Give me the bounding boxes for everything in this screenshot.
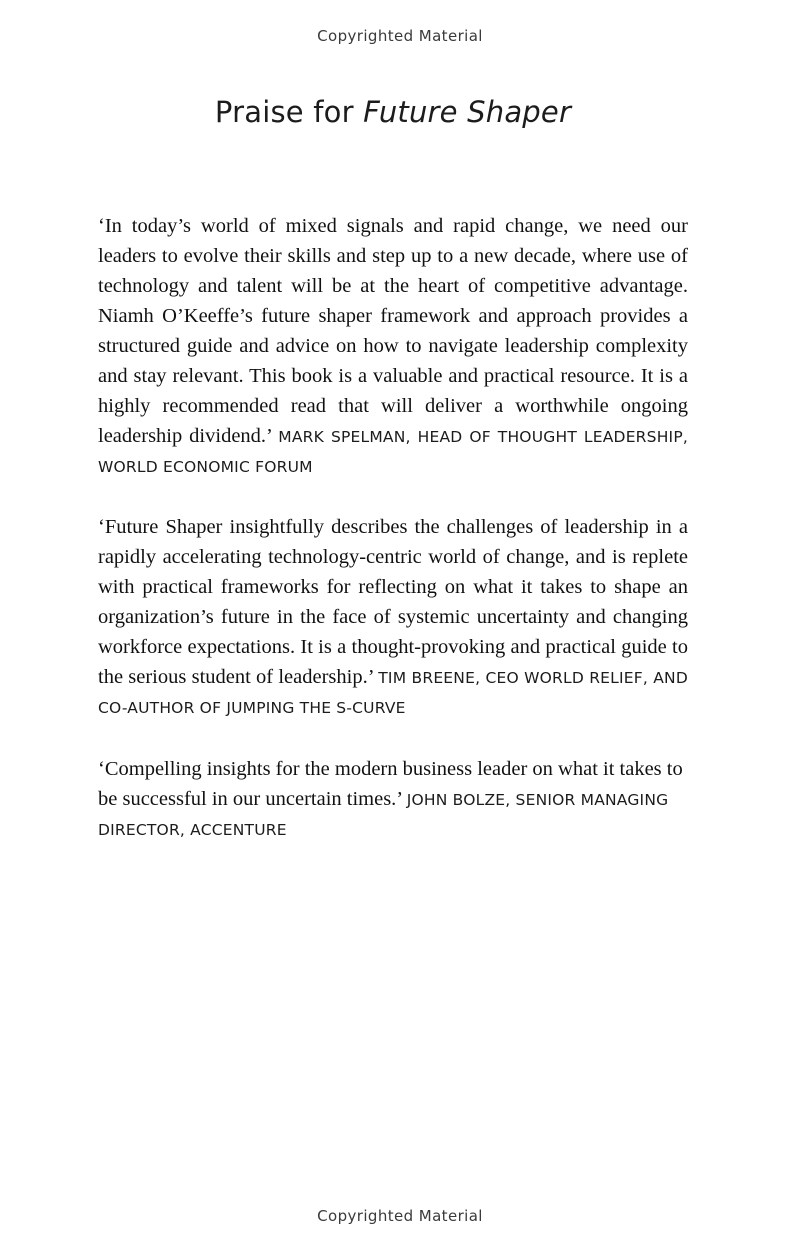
praise-quote-2 xyxy=(98,512,688,722)
quote-open-mark: ‘ xyxy=(98,516,105,539)
quote-attribution-book: JUMPING THE S-CURVE xyxy=(226,699,406,718)
praise-quote-3 xyxy=(98,754,688,844)
quote-attribution: JOHN BOLZE, SENIOR MANAGING DIRECTOR, ACCENTURE xyxy=(98,790,669,839)
copyright-watermark-top: Copyrighted Material xyxy=(317,27,483,45)
quote-book-title: Future Shaper xyxy=(104,516,223,539)
quote-text: ‘In today’s world of mixed signals and rapid change, we need our leaders to evolve their skills and step up to a new decade, where use of technology and talent will be at the heart of competitive advantage. Niamh O’Keeffe’s future shaper framework and approach provides a structured guide and advice on how to navigate leadership complexity and stay relevant. This book is a valuable and practical resource. It is a highly recommended read that will deliver a worthwhile ongoing leadership dividend.’ xyxy=(98,215,688,448)
quote-text: ‘Compelling insights for the modern business leader on what it takes to be successful in our uncertain times.’ xyxy=(98,757,683,810)
quote-attribution: TIM BREENE, CEO WORLD RELIEF, AND CO-AUTHOR OF xyxy=(98,669,688,718)
quote-attribution: MARK SPELMAN, HEAD OF THOUGHT LEADERSHIP, WORLD ECONOMIC FORUM xyxy=(98,428,688,477)
quote-text: insightfully describes the challenges of leadership in a rapidly accelerating technology-centric world of change, and is replete with practical frameworks for reflecting on what it takes to shape an organization’s future in the face of systemic uncertainty and changing workforce expectations. It is a thought-provoking and practical guide to the serious student of leadership.’ xyxy=(98,516,688,689)
page-title-book: Future Shaper xyxy=(363,95,572,129)
praise-quote-1 xyxy=(98,211,688,481)
page-title xyxy=(98,95,688,129)
copyright-watermark-bottom: Copyrighted Material xyxy=(317,1207,483,1225)
page-title-prefix: Praise for xyxy=(214,95,364,129)
page-content xyxy=(98,95,688,844)
